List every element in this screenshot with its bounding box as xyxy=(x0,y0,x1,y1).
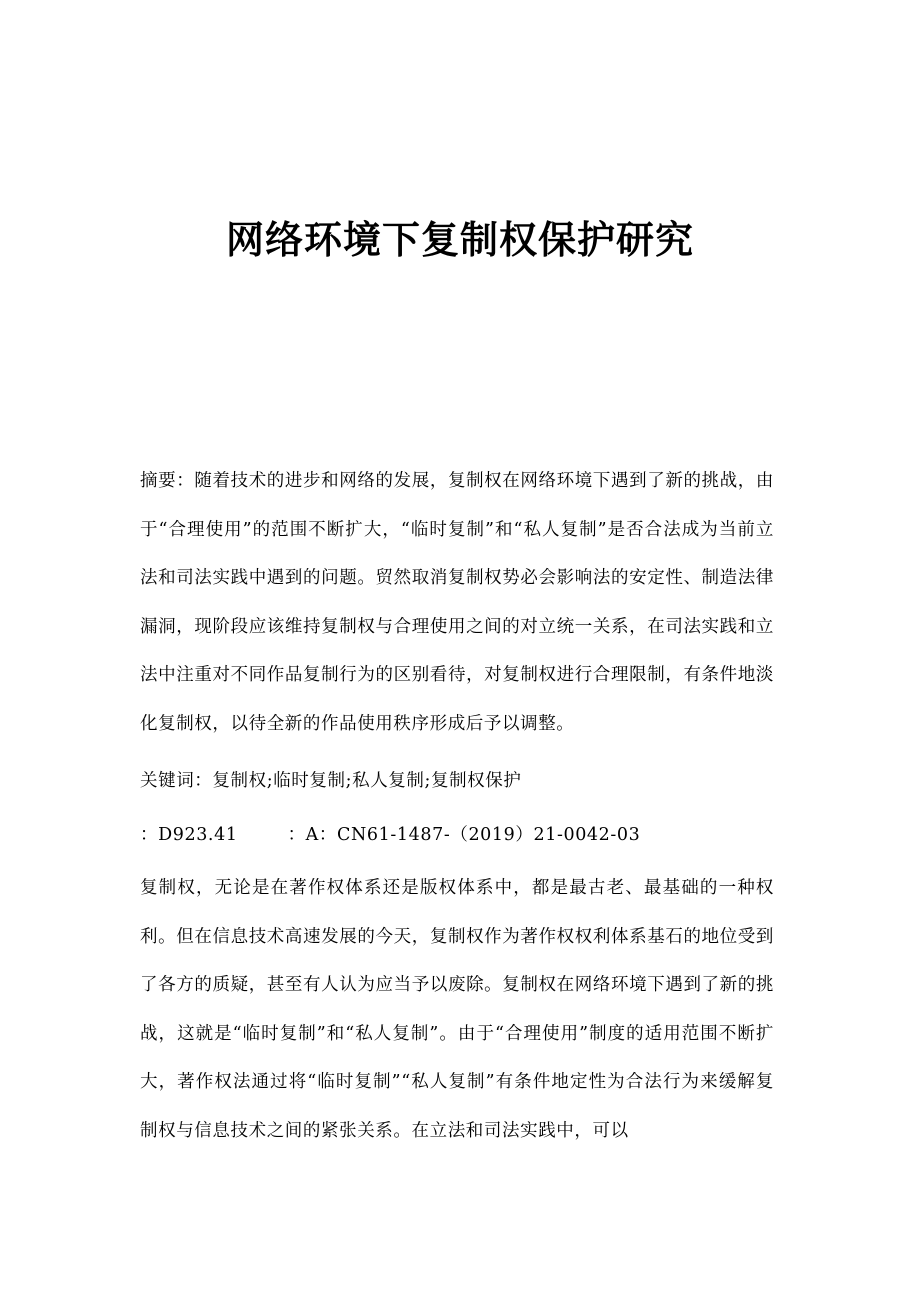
document-title: 网络环境下复制权保护研究 xyxy=(225,217,694,262)
keywords-line: 关键词：复制权;临时复制;私人复制;复制权保护 xyxy=(140,771,522,791)
classification-line xyxy=(140,811,774,860)
body-paragraph: 复制权，无论是在著作权体系还是版权体系中，都是最古老、最基础的一种权利。但在信息技术高速发展的今天，复制权作为著作权权利体系基石的地位受到了各方的质疑，甚至有人认为应当予以废除。复制权在网络环境下遇到了新的挑战，这就是“临时复制”和“私人复制”。由于“合理使用”制度的适用范围不断扩大，著作权法通过将“临时复制”“私人复制”有条件地定性为合法行为来缓解复制权与信息技术之间的紧张关系。在立法和司法实践中，可以 xyxy=(140,878,774,1141)
abstract-paragraph: 摘要：随着技术的进步和网络的发展，复制权在网络环境下遇到了新的挑战，由于“合理使用”的范围不断扩大，“临时复制”和“私人复制”是否合法成为当前立法和司法实践中遇到的问题。贸然取消复制权势必会影响法的安定性、制造法律漏洞，现阶段应该维持复制权与合理使用之间的对立统一关系，在司法实践和立法中注重对不同作品复制行为的区别看待，对复制权进行合理限制，有条件地淡化复制权，以待全新的作品使用秩序形成后予以调整。 xyxy=(140,471,774,734)
document-code: ：A：CN61-1487-（2019）21-0042-03 xyxy=(287,825,641,845)
clc-number: ：D923.41 xyxy=(140,825,238,845)
